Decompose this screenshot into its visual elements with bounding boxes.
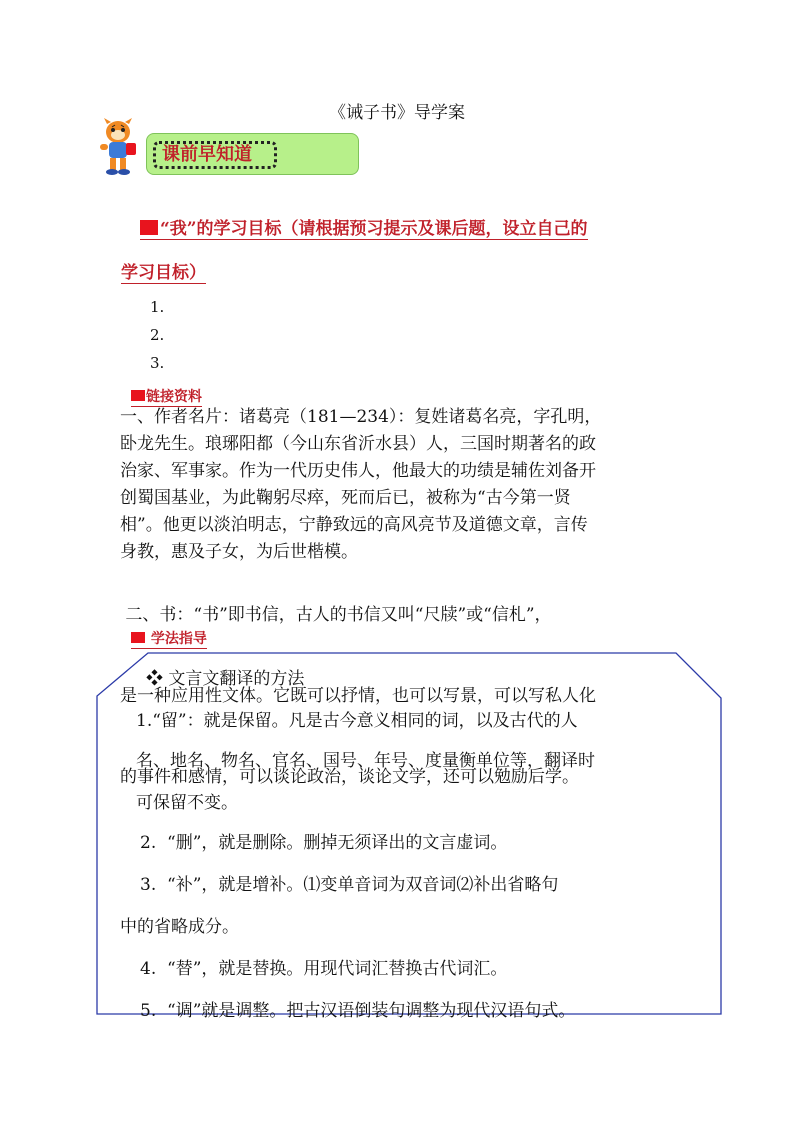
text-line: 一、作者名片：诸葛亮（181—234）：复姓诸葛名亮，字孔明， [120, 407, 602, 427]
text-line: 的事件和感情，可以谈论政治，谈论文学，还可以勉励后学。 [120, 767, 579, 787]
diamond-star-icon: ❖ [146, 669, 163, 689]
goals-heading [140, 214, 588, 240]
method-box-title: ❖ 文言文翻译的方法 [146, 669, 305, 689]
text-line: 身教，惠及子女，为后世楷模。 [120, 542, 358, 562]
method-heading: 学法指导 [131, 628, 207, 649]
text-line: 治家、军事家。作为一代历史伟人，他最大的功绩是辅佐刘备开 [120, 461, 596, 481]
method-line: 1.“留”：就是保留。凡是古今意义相同的词，以及古代的人 [136, 711, 578, 731]
author-paragraph [120, 404, 680, 566]
goals-heading-line2: 学习目标） [121, 258, 206, 284]
red-square-icon [131, 390, 145, 401]
red-square-icon [131, 632, 145, 643]
text-line: 创蜀国基业，为此鞠躬尽瘁，死而后已，被称为“古今第一贤 [120, 488, 571, 508]
goal-item: 3. [150, 354, 165, 372]
goals-heading-line1: “我”的学习目标（请根据预习提示及课后题，设立自己的 [160, 219, 588, 239]
method-line: 2. “删”，就是删除。删掉无须译出的文言虚词。 [140, 833, 508, 853]
banner-label: 课前早知道 [153, 141, 277, 169]
text-line: 是一种应用性文体。它既可以抒情，也可以写景，可以写私人化 [120, 686, 596, 706]
section-banner [146, 133, 359, 175]
text-line: 二、书：“书”即书信，古人的书信又叫“尺牍”或“信札”， [120, 605, 552, 625]
page-title: 《诫子书》导学案 [329, 103, 465, 123]
method-line: 名、地名、物名、官名、国号、年号、度量衡单位等，翻译时 [136, 751, 595, 771]
method-line: 中的省略成分。 [120, 917, 239, 937]
tiger-mascot-icon [96, 118, 144, 176]
text-line: 卧龙先生。琅琊阳都（今山东省沂水县）人，三国时期著名的政 [120, 434, 596, 454]
goal-item: 2. [150, 326, 165, 344]
method-line: 3. “补”，就是增补。⑴变单音词为双音词⑵补出省略句 [140, 875, 559, 895]
red-square-icon [140, 220, 158, 235]
method-line: 4. “替”，就是替换。用现代词汇替换古代词汇。 [140, 959, 508, 979]
method-line: 可保留不变。 [136, 793, 238, 813]
resources-heading: 链接资料 [131, 386, 202, 407]
text-line: 相”。他更以淡泊明志，宁静致远的高风亮节及道德文章，言传 [120, 515, 588, 535]
method-line: 5. “调”就是调整。把古汉语倒装句调整为现代汉语句式。 [140, 1001, 576, 1021]
goal-item: 1. [150, 298, 165, 316]
